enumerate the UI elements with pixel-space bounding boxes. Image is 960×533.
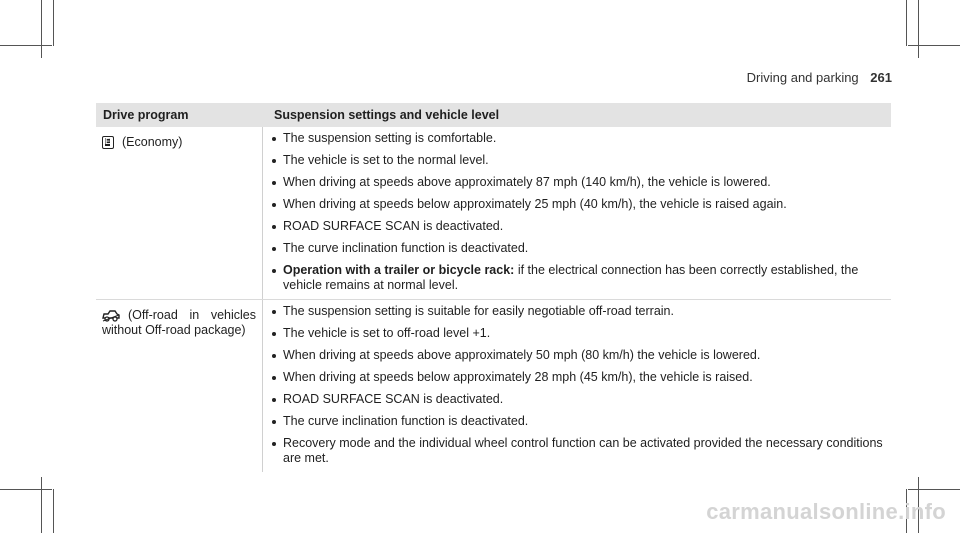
economy-e-icon: E bbox=[102, 136, 114, 149]
crop-mark bbox=[0, 489, 52, 490]
table-row-economy bbox=[96, 127, 891, 300]
list-item: The curve inclination function is deactivated. bbox=[271, 241, 885, 256]
settings-cell bbox=[262, 300, 891, 472]
section-title: Driving and parking bbox=[746, 70, 859, 85]
table-header bbox=[96, 103, 891, 127]
program-name-part: vehicles bbox=[210, 308, 256, 322]
page-number: 261 bbox=[870, 70, 892, 85]
list-item: ROAD SURFACE SCAN is deactivated. bbox=[271, 219, 885, 234]
crop-mark bbox=[53, 0, 54, 46]
crop-mark bbox=[908, 45, 960, 46]
crop-mark bbox=[906, 0, 907, 46]
program-cell bbox=[96, 300, 262, 472]
program-cell bbox=[96, 127, 262, 299]
list-item: When driving at speeds above approximately 87 mph (140 km/h), the vehicle is lowered. bbox=[271, 175, 885, 190]
settings-cell bbox=[262, 127, 891, 299]
table-row-off-road bbox=[96, 300, 891, 472]
list-item: The vehicle is set to the normal level. bbox=[271, 153, 885, 168]
program-name-part: (Off-road bbox=[128, 308, 178, 322]
list-item: The suspension setting is comfortable. bbox=[271, 131, 885, 146]
crop-mark bbox=[0, 45, 52, 46]
list-item: ROAD SURFACE SCAN is deactivated. bbox=[271, 392, 885, 407]
list-item: The curve inclination function is deactivated. bbox=[271, 414, 885, 429]
column-header-suspension: Suspension settings and vehicle level bbox=[274, 108, 500, 122]
crop-mark bbox=[53, 489, 54, 533]
list-item: When driving at speeds below approximately 25 mph (40 km/h), the vehicle is raised again. bbox=[271, 197, 885, 212]
program-name-part: in bbox=[189, 308, 200, 322]
list-item: Recovery mode and the individual wheel control function can be activated provided the necessary conditions are met. bbox=[271, 436, 885, 466]
drive-program-table bbox=[96, 103, 891, 472]
running-head bbox=[747, 70, 892, 85]
crop-mark bbox=[41, 0, 42, 58]
settings-list bbox=[271, 304, 885, 466]
watermark: carmanualsonline.info bbox=[706, 499, 946, 524]
list-item: When driving at speeds above approximately 50 mph (80 km/h) the vehicle is lowered. bbox=[271, 348, 885, 363]
list-item: The vehicle is set to off-road level +1. bbox=[271, 326, 885, 341]
program-name-line: without Off-road package) bbox=[102, 323, 246, 337]
crop-mark bbox=[908, 489, 960, 490]
column-header-drive-program: Drive program bbox=[103, 108, 189, 122]
list-item: Operation with a trailer or bicycle rack: if the electrical connection has been correctly established, the vehicle remains at normal level. bbox=[271, 263, 885, 293]
off-road-vehicle-icon bbox=[102, 309, 120, 322]
crop-mark bbox=[41, 477, 42, 533]
list-item: When driving at speeds below approximately 28 mph (45 km/h), the vehicle is raised. bbox=[271, 370, 885, 385]
program-name: (Economy) bbox=[122, 135, 183, 149]
settings-list bbox=[271, 131, 885, 293]
crop-mark bbox=[918, 0, 919, 58]
list-item: The suspension setting is suitable for easily negotiable off-road terrain. bbox=[271, 304, 885, 319]
